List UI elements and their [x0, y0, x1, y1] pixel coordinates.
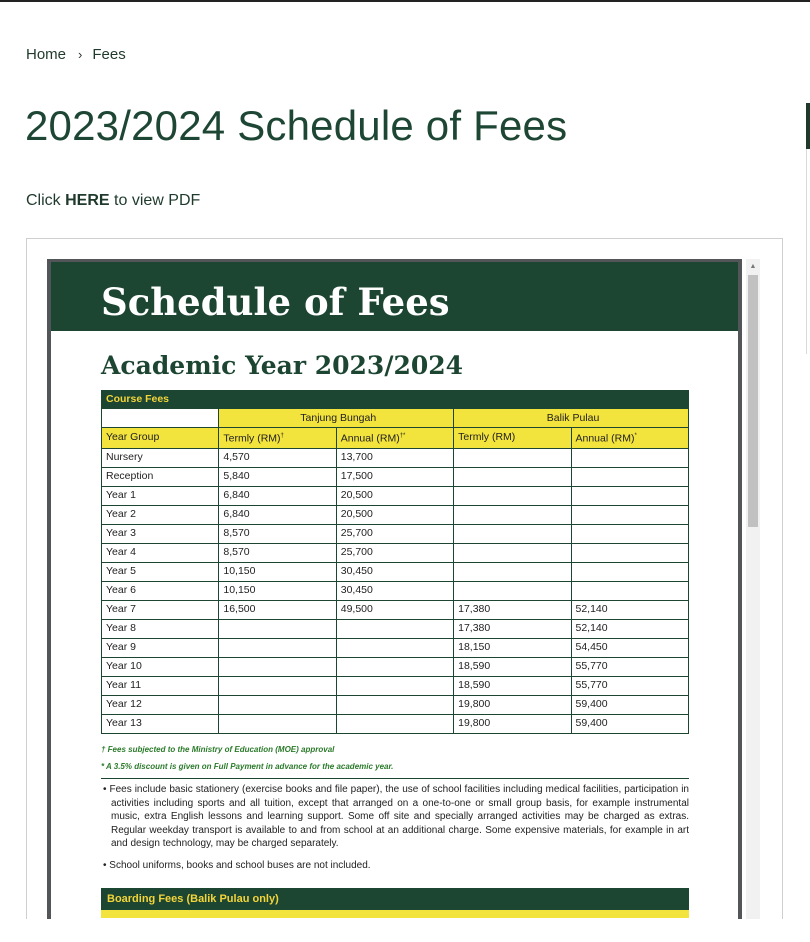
- doc-banner: [51, 262, 738, 331]
- table-cell: Year 9: [102, 638, 219, 657]
- table-cell: Year 7: [102, 600, 219, 619]
- table-row: [102, 524, 689, 543]
- table-cell: 30,450: [336, 581, 453, 600]
- pdf-viewer[interactable]: [47, 259, 757, 919]
- table-cell: 18,590: [454, 657, 571, 676]
- col-bp-annual: Annual (RM)*: [571, 428, 689, 449]
- boarding-fees-title: Boarding Fees (Balik Pulau only): [107, 893, 279, 905]
- pdf-scrollbar-thumb[interactable]: [748, 275, 758, 527]
- table-cell: 55,770: [571, 676, 689, 695]
- table-cell: 17,500: [336, 467, 453, 486]
- site-header-blank: [102, 409, 219, 428]
- table-cell: [454, 524, 571, 543]
- footnote-moe: † Fees subjected to the Ministry of Education (MOE) approval: [101, 745, 335, 754]
- table-cell: 25,700: [336, 543, 453, 562]
- table-cell: Year 12: [102, 695, 219, 714]
- table-cell: Year 6: [102, 581, 219, 600]
- pdf-here-link[interactable]: HERE: [65, 192, 110, 209]
- fee-notes: [101, 742, 689, 881]
- table-cell: Year 2: [102, 505, 219, 524]
- table-cell: 55,770: [571, 657, 689, 676]
- table-cell: 13,700: [336, 448, 453, 467]
- breadcrumb-home-link[interactable]: Home: [26, 46, 67, 63]
- table-cell: 10,150: [219, 562, 336, 581]
- table-row: [102, 581, 689, 600]
- table-cell: [336, 638, 453, 657]
- table-cell: Year 11: [102, 676, 219, 695]
- scroll-up-arrow-icon[interactable]: ▲: [749, 263, 757, 270]
- table-cell: 17,380: [454, 600, 571, 619]
- table-cell: 49,500: [336, 600, 453, 619]
- table-row: [102, 600, 689, 619]
- table-cell: 20,500: [336, 505, 453, 524]
- table-row: [102, 714, 689, 733]
- table-cell: [336, 714, 453, 733]
- table-row: [102, 562, 689, 581]
- table-cell: [454, 467, 571, 486]
- table-cell: 19,800: [454, 714, 571, 733]
- table-cell: [219, 676, 336, 695]
- table-cell: [336, 676, 453, 695]
- academic-year-heading: Academic Year 2023/2024: [101, 351, 464, 380]
- table-cell: [571, 581, 689, 600]
- course-fees-title-row: [102, 391, 689, 409]
- col-bp-termly: Termly (RM): [454, 428, 571, 449]
- fee-rows: [102, 448, 689, 733]
- table-cell: 54,450: [571, 638, 689, 657]
- table-cell: [219, 638, 336, 657]
- table-cell: Year 4: [102, 543, 219, 562]
- table-cell: [571, 486, 689, 505]
- doc-banner-title: Schedule of Fees: [101, 280, 450, 324]
- table-cell: Year 13: [102, 714, 219, 733]
- table-cell: [454, 505, 571, 524]
- table-cell: 59,400: [571, 714, 689, 733]
- breadcrumb-current: Fees: [92, 46, 126, 63]
- table-cell: 30,450: [336, 562, 453, 581]
- boarding-fees-header-strip: [101, 910, 689, 918]
- col-tb-annual: Annual (RM)†*: [336, 428, 453, 449]
- table-cell: [336, 695, 453, 714]
- table-cell: 16,500: [219, 600, 336, 619]
- table-row: [102, 448, 689, 467]
- table-cell: [219, 695, 336, 714]
- table-row: [102, 676, 689, 695]
- table-cell: Year 8: [102, 619, 219, 638]
- table-cell: 8,570: [219, 543, 336, 562]
- table-cell: 5,840: [219, 467, 336, 486]
- side-accent-bar: [806, 103, 810, 149]
- table-cell: 17,380: [454, 619, 571, 638]
- table-cell: [571, 524, 689, 543]
- table-row: [102, 467, 689, 486]
- table-cell: [454, 448, 571, 467]
- site-balik-pulau: Balik Pulau: [454, 409, 689, 428]
- table-cell: [454, 562, 571, 581]
- table-cell: Year 5: [102, 562, 219, 581]
- chevron-right-icon: ›: [78, 47, 83, 62]
- breadcrumb: [26, 46, 126, 63]
- table-row: [102, 695, 689, 714]
- page-title: 2023/2024 Schedule of Fees: [25, 102, 568, 149]
- table-cell: [336, 619, 453, 638]
- pdf-link-suffix: to view PDF: [114, 192, 201, 209]
- fees-include-note: • Fees include basic stationery (exercise books and file paper), the use of school facilities including medical facilities, participation in activities including sports and all tuition, except that arranged on a one-to-one or small group basis, for example instrumental music, extra English lessons and learning support. Some off site and specially arranged activities may be charged as extras. Regular weekday transport is available to and from school at an additional charge. Some expensive materials, for example in art and design technology, may be charged separately.: [103, 784, 689, 850]
- table-row: [102, 486, 689, 505]
- table-cell: 59,400: [571, 695, 689, 714]
- table-cell: [454, 581, 571, 600]
- table-row: [102, 638, 689, 657]
- table-cell: 19,800: [454, 695, 571, 714]
- table-cell: [454, 543, 571, 562]
- table-cell: Nursery: [102, 448, 219, 467]
- table-cell: 8,570: [219, 524, 336, 543]
- course-fees-table: [101, 390, 689, 734]
- table-cell: [219, 657, 336, 676]
- site-header-row: [102, 409, 689, 428]
- table-cell: 6,840: [219, 505, 336, 524]
- pdf-embed-frame: [26, 238, 783, 919]
- table-cell: Year 10: [102, 657, 219, 676]
- table-cell: [571, 467, 689, 486]
- pdf-link-prefix: Click: [26, 192, 61, 209]
- footnote-discount: * A 3.5% discount is given on Full Payment in advance for the academic year.: [101, 762, 394, 771]
- table-row: [102, 505, 689, 524]
- table-cell: [571, 543, 689, 562]
- course-fees-title: Course Fees: [102, 391, 689, 409]
- table-row: [102, 543, 689, 562]
- table-cell: 18,150: [454, 638, 571, 657]
- pdf-link-line: [26, 192, 200, 210]
- notes-divider: [101, 778, 689, 779]
- table-row: [102, 657, 689, 676]
- boarding-fees-title-bar: [101, 888, 689, 910]
- pdf-scrollbar[interactable]: [746, 259, 760, 919]
- table-cell: Year 3: [102, 524, 219, 543]
- pdf-page: [51, 262, 738, 942]
- side-divider: [806, 149, 807, 354]
- table-cell: [454, 486, 571, 505]
- column-header-row: [102, 428, 689, 449]
- table-cell: [219, 714, 336, 733]
- table-row: [102, 619, 689, 638]
- table-cell: 52,140: [571, 600, 689, 619]
- table-cell: [571, 562, 689, 581]
- top-border: [0, 0, 810, 2]
- table-cell: 10,150: [219, 581, 336, 600]
- table-cell: [336, 657, 453, 676]
- table-cell: 20,500: [336, 486, 453, 505]
- table-cell: 6,840: [219, 486, 336, 505]
- table-cell: [571, 505, 689, 524]
- fees-exclude-note: • School uniforms, books and school buses are not included.: [103, 859, 371, 871]
- table-cell: 25,700: [336, 524, 453, 543]
- col-year-group: Year Group: [102, 428, 219, 449]
- table-cell: Year 1: [102, 486, 219, 505]
- table-cell: 52,140: [571, 619, 689, 638]
- site-tanjung-bungah: Tanjung Bungah: [219, 409, 454, 428]
- table-cell: 4,570: [219, 448, 336, 467]
- table-cell: Reception: [102, 467, 219, 486]
- table-cell: [219, 619, 336, 638]
- table-cell: [571, 448, 689, 467]
- col-tb-termly: Termly (RM)†: [219, 428, 336, 449]
- table-cell: 18,590: [454, 676, 571, 695]
